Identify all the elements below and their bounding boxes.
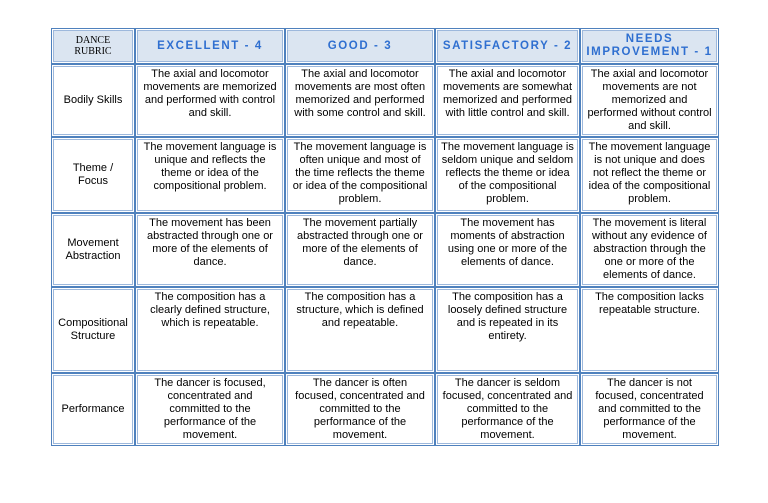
rubric-cell: The composition has a loosely defined structure and is repeated in its entirety. bbox=[435, 287, 580, 373]
level-header-good: GOOD - 3 bbox=[285, 28, 435, 64]
rubric-cell: The axial and locomotor movements are most often memorized and performed with some control and skill. bbox=[285, 64, 435, 137]
criterion-label: Movement Abstraction bbox=[51, 213, 135, 287]
table-row bbox=[51, 137, 719, 213]
rubric-cell: The movement language is seldom unique and seldom reflects the theme or idea of the compositional problem. bbox=[435, 137, 580, 213]
rubric-cell: The movement has been abstracted through one or more of the elements of dance. bbox=[135, 213, 285, 287]
criterion-label: Compositional Structure bbox=[51, 287, 135, 373]
rubric-cell: The dancer is often focused, concentrated and committed to the performance of the movement. bbox=[285, 373, 435, 446]
level-header-excellent: EXCELLENT - 4 bbox=[135, 28, 285, 64]
rubric-cell: The movement is literal without any evidence of abstraction through the one or more of the elements of dance. bbox=[580, 213, 719, 287]
corner-cell bbox=[51, 28, 135, 64]
header-row bbox=[51, 28, 719, 64]
rubric-cell: The dancer is focused, concentrated and committed to the performance of the movement. bbox=[135, 373, 285, 446]
criterion-label: Performance bbox=[51, 373, 135, 446]
criterion-label: Theme / Focus bbox=[51, 137, 135, 213]
level-header-needs-improvement: NEEDS IMPROVEMENT - 1 bbox=[580, 28, 719, 64]
table-row bbox=[51, 64, 719, 137]
rubric-cell: The movement has moments of abstraction using one or more of the elements of dance. bbox=[435, 213, 580, 287]
rubric-cell: The movement language is not unique and does not reflect the theme or idea of the compositional problem. bbox=[580, 137, 719, 213]
dance-rubric-table bbox=[51, 28, 719, 446]
rubric-cell: The composition has a structure, which is defined and repeatable. bbox=[285, 287, 435, 373]
level-header-satisfactory: SATISFACTORY - 2 bbox=[435, 28, 580, 64]
table-row bbox=[51, 213, 719, 287]
rubric-cell: The axial and locomotor movements are not memorized and performed without control and skill. bbox=[580, 64, 719, 137]
rubric-cell: The axial and locomotor movements are somewhat memorized and performed with little control and skill. bbox=[435, 64, 580, 137]
corner-label-line2: RUBRIC bbox=[74, 46, 112, 57]
rubric-cell: The dancer is not focused, concentrated and committed to the performance of the movement. bbox=[580, 373, 719, 446]
rubric-cell: The dancer is seldom focused, concentrated and committed to the performance of the movement. bbox=[435, 373, 580, 446]
rubric-cell: The composition lacks repeatable structure. bbox=[580, 287, 719, 373]
rubric-cell: The movement language is unique and reflects the theme or idea of the compositional problem. bbox=[135, 137, 285, 213]
rubric-cell: The composition has a clearly defined structure, which is repeatable. bbox=[135, 287, 285, 373]
table-row bbox=[51, 373, 719, 446]
rubric-cell: The movement language is often unique and most of the time reflects the theme or idea of the compositional problem. bbox=[285, 137, 435, 213]
corner-label-line1: DANCE bbox=[75, 35, 111, 46]
rubric-cell: The movement partially abstracted through one or more of the elements of dance. bbox=[285, 213, 435, 287]
criterion-label: Bodily Skills bbox=[51, 64, 135, 137]
rubric-cell: The axial and locomotor movements are memorized and performed with control and skill. bbox=[135, 64, 285, 137]
table-row bbox=[51, 287, 719, 373]
